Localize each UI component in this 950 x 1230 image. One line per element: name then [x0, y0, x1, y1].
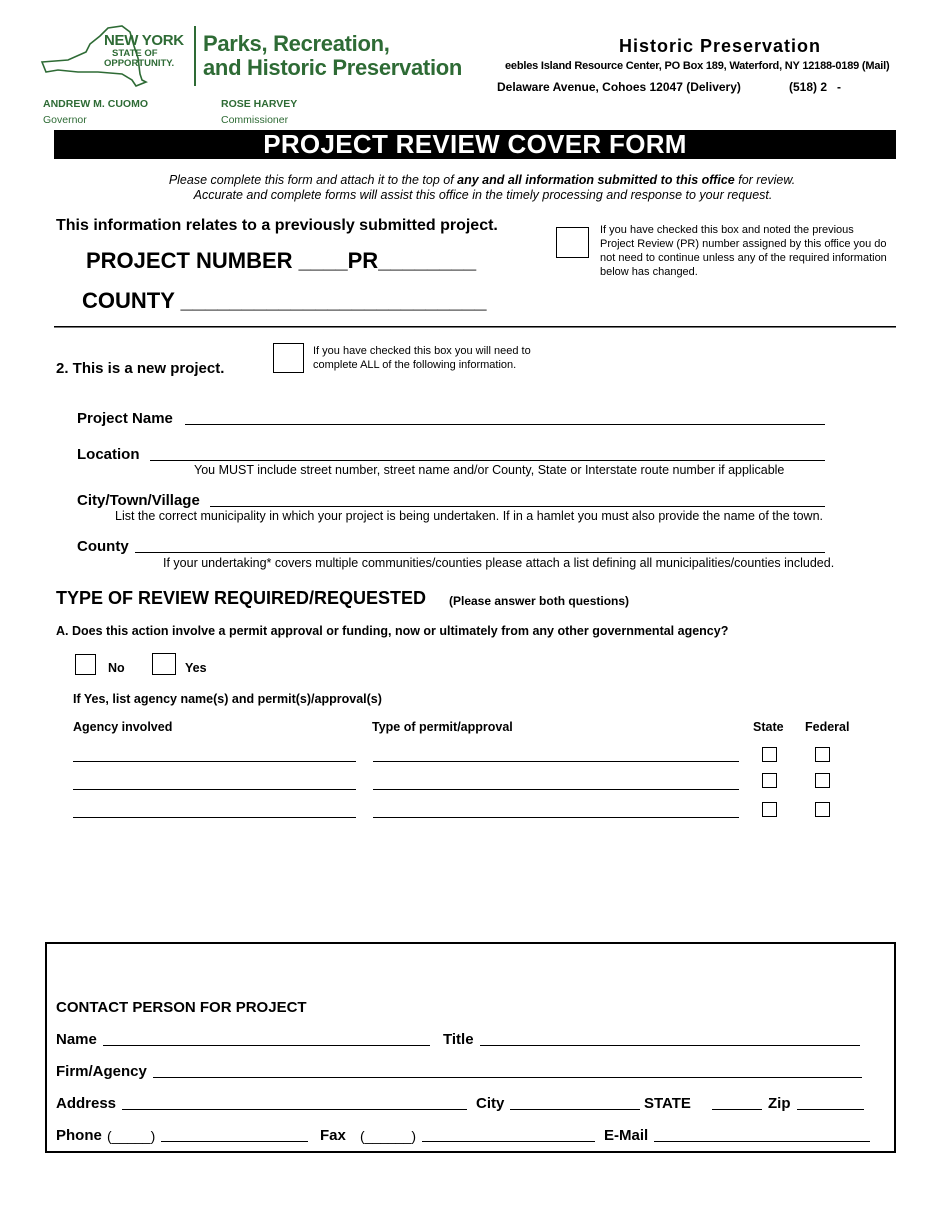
contact-name-label: Name [56, 1031, 97, 1048]
contact-email-label: E-Mail [604, 1127, 649, 1144]
agency-field-2[interactable] [73, 789, 356, 790]
section1-county-label: COUNTY _________________________ [82, 288, 487, 313]
city-hint: List the correct municipality in which your project is being undertaken. If in a hamlet you must also provide the name of the town. [115, 509, 824, 523]
office-title: Historic Preservation [618, 36, 822, 56]
new-project-heading: 2. This is a new project. [56, 360, 225, 377]
county-label: County [77, 538, 129, 555]
contact-title-label: Title [443, 1031, 474, 1048]
federal-checkbox-3[interactable] [815, 802, 830, 817]
permit-field-1[interactable] [373, 761, 739, 762]
ny-logo-line2: STATE OF [112, 48, 158, 59]
previous-project-heading: This information relates to a previously submitted project. [56, 217, 498, 234]
contact-city-field[interactable] [510, 1109, 640, 1110]
contact-phone-area: (_____) [107, 1128, 156, 1144]
location-hint: You MUST include street number, street name and/or County, State or Interstate route number if applicable [194, 463, 785, 477]
previous-project-note: If you have checked this box and noted the previous Project Review (PR) number assigned by this office you do not need to continue unless any of the required information below has changed. [600, 224, 887, 278]
col-federal-header: Federal [805, 720, 850, 734]
contact-fax-area: (______) [360, 1128, 417, 1144]
agency-field-3[interactable] [73, 817, 356, 818]
contact-address-label: Address [56, 1095, 117, 1112]
answer-yes-label: Yes [185, 661, 207, 675]
review-type-heading: TYPE OF REVIEW REQUIRED/REQUESTED [56, 588, 427, 608]
answer-no-checkbox[interactable] [75, 654, 96, 675]
intro-line1 [0, 173, 950, 187]
section-divider [54, 326, 896, 328]
city-town-village-label: City/Town/Village [77, 492, 200, 509]
permit-field-2[interactable] [373, 789, 739, 790]
contact-city-label: City [476, 1095, 505, 1112]
contact-address-field[interactable] [122, 1109, 467, 1110]
county-field[interactable] [135, 552, 825, 553]
contact-title-field[interactable] [480, 1045, 860, 1046]
contact-fax-field[interactable] [422, 1141, 595, 1142]
ny-logo-line1: NEW YORK [104, 32, 184, 49]
county-hint: If your undertaking* covers multiple communities/counties please attach a list defining all municipalities/counties included. [163, 556, 835, 570]
contact-state-label: STATE [644, 1095, 691, 1112]
review-type-note: (Please answer both questions) [449, 594, 630, 608]
state-checkbox-1[interactable] [762, 747, 777, 762]
state-checkbox-2[interactable] [762, 773, 777, 788]
intro-text-a: Please complete this form and attach it to the top of [168, 173, 458, 187]
intro-text-c: for review. [734, 173, 796, 187]
state-checkbox-3[interactable] [762, 802, 777, 817]
project-name-label: Project Name [77, 410, 173, 427]
agency-field-1[interactable] [73, 761, 356, 762]
contact-firm-field[interactable] [153, 1077, 862, 1078]
contact-phone-field[interactable] [161, 1141, 308, 1142]
project-name-field[interactable] [185, 424, 825, 425]
contact-zip-field[interactable] [797, 1109, 864, 1110]
answer-no-label: No [108, 661, 125, 675]
answer-yes-checkbox[interactable] [152, 653, 176, 675]
agency-name-line1: Parks, Recreation, [203, 31, 390, 56]
new-project-note-line2: complete ALL of the following information. [313, 359, 517, 371]
contact-state-field[interactable] [712, 1109, 762, 1110]
col-permit-header: Type of permit/approval [372, 720, 513, 734]
agency-name-line2: and Historic Preservation [203, 55, 463, 80]
new-project-note-line1: If you have checked this box you will need to [313, 345, 531, 357]
governor-name: ANDREW M. CUOMO [43, 98, 148, 110]
contact-fax-label: Fax [320, 1127, 346, 1144]
commissioner-title: Commissioner [221, 114, 289, 126]
delivery-address: Delaware Avenue, Cohoes 12047 (Delivery) [497, 80, 741, 94]
mail-address: eebles Island Resource Center, PO Box 189, Waterford, NY 12188-0189 (Mail) [505, 60, 890, 72]
location-field[interactable] [150, 460, 825, 461]
intro-line2: Accurate and complete forms will assist this office in the timely processing and response to your request. [193, 188, 773, 202]
commissioner-name: ROSE HARVEY [221, 98, 298, 110]
project-number-label: PROJECT NUMBER ____PR________ [86, 248, 477, 273]
governor-title: Governor [43, 114, 87, 126]
permit-field-3[interactable] [373, 817, 739, 818]
location-label: Location [77, 446, 140, 463]
contact-name-field[interactable] [103, 1045, 430, 1046]
city-town-village-field[interactable] [210, 506, 825, 507]
federal-checkbox-1[interactable] [815, 747, 830, 762]
contact-phone-label: Phone [56, 1127, 102, 1144]
contact-heading: CONTACT PERSON FOR PROJECT [56, 999, 307, 1016]
form-title: PROJECT REVIEW COVER FORM [54, 130, 896, 159]
federal-checkbox-2[interactable] [815, 773, 830, 788]
contact-email-field[interactable] [654, 1141, 870, 1142]
if-yes-instruction: If Yes, list agency name(s) and permit(s)/approval(s) [73, 692, 382, 706]
new-project-checkbox[interactable] [273, 343, 304, 373]
col-agency-header: Agency involved [73, 720, 173, 734]
contact-firm-label: Firm/Agency [56, 1063, 147, 1080]
ny-logo-line3: OPPORTUNITY. [104, 58, 175, 69]
contact-zip-label: Zip [768, 1095, 791, 1112]
logo-divider [194, 26, 196, 86]
question-a: A. Does this action involve a permit approval or funding, now or ultimately from any other governmental agency? [56, 624, 729, 638]
intro-text-bold: any and all information submitted to this office [457, 173, 735, 187]
col-state-header: State [753, 720, 784, 734]
office-phone: (518) 2 - [789, 80, 842, 94]
previous-project-checkbox[interactable] [556, 227, 589, 258]
